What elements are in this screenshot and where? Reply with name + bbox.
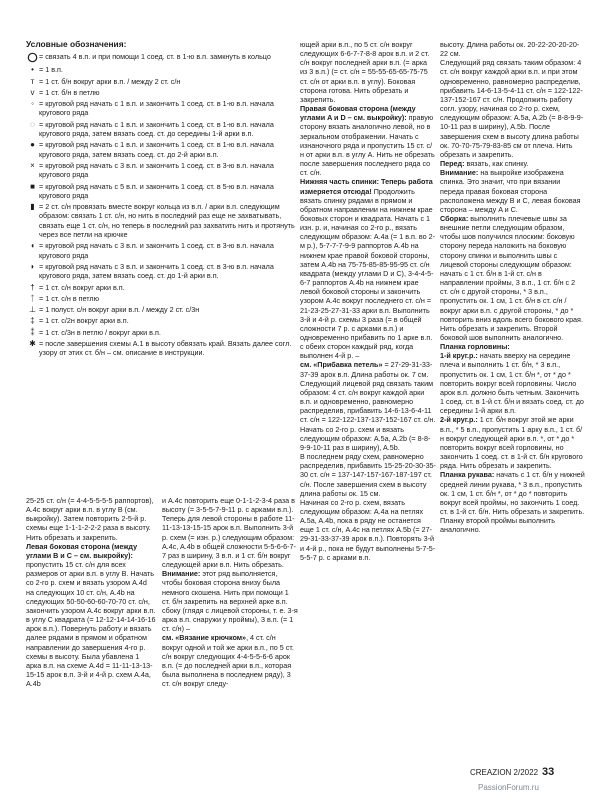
paragraph [26, 496, 156, 542]
paragraph [162, 633, 298, 688]
text-column-3 [26, 496, 156, 688]
legend-symbol: ◖ [30, 241, 35, 251]
legend-symbol: т [30, 76, 35, 86]
legend-description: = связать 4 в.п. и при помощи 1 соед. ст. в 1-ю в.п. замкнуть в кольцо [39, 52, 271, 62]
legend-row [26, 262, 298, 281]
legend-symbol: v [30, 87, 35, 97]
paragraph [440, 342, 585, 351]
paragraph-text: Продолжить вязать спинку рядами в прямом и обратном направлении на нижнем крае боковых сторон и квадрата. Начать с 1 изн. р. и, начиная со 2-го р., вязать следующим образом: А.4а (= 1 в.п. во 2-м р.), 5-7-7-7-9-9 раппортов A.4b на нижнем крае правой боковой стороны, затем A.4b на 75-75-85-85-95-95 ст. с/н квадрата (между углами D и C), 3-4-4-5-6-7 раппортов A.4b на нижнем крае левой боковой стороны и закончить узором A.4c вокруг последнего ст. с/н = 21-23-25-27-31-33 арки в.п. Выполнить 3-й и 4-й р. схемы 3 раза (= в общей сложности 7 р. с арками в.п.) и одновременно прибавить по 1 арке в.п. с обеих сторон каждый ряд, когда выполнен 4-й р. – [300, 186, 436, 361]
legend-description: = круговой ряд начать с 3 в.п. и закончить 1 соед. ст. в 3-ю в.п. начала кругового ряда, затем вязать соед. ст. до 1-й арки в.п. [39, 261, 274, 281]
legend-row [26, 88, 298, 97]
paragraph [300, 379, 436, 452]
legend-description: = 1 ст. с/3н в петлю / вокруг арки в.п. [39, 327, 161, 337]
paragraph [440, 58, 585, 159]
legend-row [26, 328, 298, 337]
paragraph [440, 168, 585, 214]
legend-list [26, 52, 298, 357]
paragraph [300, 40, 436, 104]
legend-symbol: ᛏ [30, 293, 35, 303]
legend-symbol: × [30, 160, 35, 170]
paragraph-heading: Левая боковая сторона (между углами B и C – см. выкройку): [26, 541, 138, 560]
legend-row [26, 120, 298, 139]
legend-symbol: ⊥ [29, 305, 36, 315]
legend-row [26, 283, 298, 292]
legend-symbol: ◦ [31, 99, 34, 109]
text-column-2 [440, 40, 585, 534]
paragraph [440, 470, 585, 534]
legend-description: = 1 ст. с/2н вокруг арки в.п. [39, 316, 129, 326]
paragraph [162, 569, 298, 633]
legend-row [26, 305, 298, 314]
legend-description: = круговой ряд начать с 3 в.п. и закончить 1 соед. ст. в 3-ю в.п. начала кругового ряда [39, 160, 274, 180]
legend-row [26, 161, 298, 180]
legend-title: Условные обозначения: [26, 39, 127, 49]
legend-description: = после завершения схемы А.1 в высоту обвязать край. Вязать далее согл. узору от этих ст. б/н – см. описание в инструкции. [39, 339, 292, 358]
legend-description: = круговой ряд начать с 1 в.п. и закончить 1 соед. ст. в 1-ю в.п. начала кругового ряда [39, 99, 274, 118]
paragraph-text: начать вверху на середине плеча и выполнить 1 ст. б/н, * 3 в.п., пропустить ок. 1 см, 1 ст. б/н *, от * до * повторить вокруг всей горловины. Число арок в.п. должно быть четным. Закончить 1 соед. ст. в 1-й ст. б/н и вязать соед. ст. до середины 1-й арки в.п. [440, 351, 584, 416]
legend-description: = круговой ряд начать с 5 в.п. и закончить 1 соед. ст. в 5-ю в.п. начала кругового ряда [39, 181, 274, 200]
paragraph-heading: см. «Прибавка петель» [300, 360, 383, 370]
paragraph-text: вязать, как спинку. [464, 159, 529, 169]
paragraph-text: Следующий ряд связать таким образом: 4 ст. с/н вокруг каждой арки в.п. и при этом одновременно, равномерно распределив, прибавить 14-6-13-5-4-11 ст. с/н = 122-122-137-152-167 ст. с/н. Продолжить работу согл. узору, начиная со 2-го р. схем, следующим образом: A.5a, A.2b (= 8-8-9-9-10-11 раз в ширину), A.5b. После завершения схем в высоту длина работы ок. 70-70-75-79-83-85 см от плеча. Нить обрезать и закрепить. [440, 58, 584, 159]
legend-row [26, 77, 298, 86]
legend [26, 40, 298, 360]
legend-row [26, 52, 298, 63]
paragraph-text: правую сторону вязать аналогично левой, но в зеркальном отображении. Начать с изнаночного ряда и пропустить 15 ст. с/н от арки в.п. в углу А. Нить не обрезать после завершения последнего ряда со ст. с/н. [300, 113, 435, 178]
paragraph-text: этот ряд выполняется, чтобы боковая сторона внизу была немного скошена. Нить при помощи 1 ст. б/н закрепить на верхней арке в.п. сбоку (глядя с лицевой стороны, т. е. 3-я арка в.п. снаружи у проймы), 3 в.п. (= 1 ст. с/н) – [162, 569, 298, 634]
paragraph-text: ющей арки в.п., по 5 ст. с/н вокруг следующих 6-6-7-7-8-8 арок в.п. и 2 ст. с/н вокруг последней арки в.п. (= арка из 3 в.п.) (= ст. с/н = 55-55-65-65-75-75 ст. с/н от арки в.п. в углу). Боковая сторона готова. Нить обрезать и закрепить. [300, 40, 430, 104]
paragraph [440, 214, 585, 342]
ring-icon [26, 52, 39, 63]
paragraph-text: 1 ст. б/н вокруг этой же арки в.п., * 5 в.п., пропустить 1 арку в.п., 1 ст. б/н вокруг следующей арки в.п. *, от * до * повторить вокруг всей горловины, но закончить 1 соед. ст. в 1-й ст. б/н кругового ряда. Нить обрезать и закрепить. [440, 415, 583, 471]
legend-description: = 1 полуст. с/н вокруг арки в.п. / между 2 ст. с/3н [39, 305, 200, 315]
paragraph [440, 159, 585, 168]
paragraph-heading: Правая боковая сторона (между углами A и D – см. выкройку): [300, 104, 416, 123]
text-column-1 [300, 40, 436, 562]
paragraph-heading: Внимание: [162, 569, 201, 579]
legend-symbol: ● [30, 140, 35, 150]
paragraph-heading: Внимание: [440, 168, 479, 178]
paragraph-text: В последнем ряду схем, равномерно распределив, прибавить 15-25-20-30-35-30 ст. с/н = 137-147-157-167-187-197 ст. с/н. После завершения схем в высоту длина работы ок. 15 см. [300, 452, 436, 498]
paragraph [300, 177, 436, 360]
paragraph [440, 415, 585, 470]
paragraph-heading: Перед: [440, 159, 465, 169]
watermark: PassionForum.ru [478, 783, 539, 792]
legend-row [26, 202, 298, 239]
legend-symbol: ‡ [30, 316, 35, 326]
paragraph-heading: Сборка: [440, 213, 469, 223]
paragraph [300, 360, 436, 378]
legend-symbol: ■ [30, 181, 35, 191]
paragraph [440, 351, 585, 415]
legend-row [26, 182, 298, 201]
legend-description: = круговой ряд начать с 1 в.п. и закончить 1 соед. ст. в 1-ю в.п. начала кругового ряда, затем вязать соед. ст. до 2-й арки в.п. [39, 140, 274, 159]
page-number: 33 [542, 766, 555, 778]
paragraph [26, 542, 156, 689]
paragraph-text: высоту. Длина работы ок. 20-22-20-20-20-22 см. [440, 40, 580, 59]
legend-description: = 1 ст. с/н вокруг арки в.п. [39, 282, 125, 292]
paragraph-text: Следующий лицевой ряд связать таким образом: 4 ст. с/н вокруг каждой арки в.п. и одновременно, равномерно распределив, прибавить 14-6-13-6-4-11 ст. с/н = 122-122-137-137-152-167 ст. с/н. Начать со 2-го р. схем и вязать следующим образом: A.5a, A.2b (= 8-8-9-9-10-11 раз в ширину), A.5b. [300, 378, 436, 452]
legend-description: = круговой ряд начать с 3 в.п. и закончить 1 соед. ст. в 3-ю в.п. начала кругового ряда [39, 241, 274, 260]
legend-symbol: ◗ [30, 261, 35, 271]
legend-row [26, 294, 298, 303]
legend-symbol: ◌ [30, 119, 35, 129]
legend-row [26, 316, 298, 325]
paragraph-text: , 4 ст. с/н вокруг одной и той же арки в.п., по 5 ст. с/н вокруг следующих 4-4-5-5-6-6 арок в.п. (= до последней арки в.п., которая была выполнена в последнем ряду), 3 ст. с/н вокруг следу- [162, 633, 294, 689]
paragraph-text: 25-25 ст. с/н (= 4-4-5-5-5-5 раппортов), A.4c вокруг арки в.п. в углу B (см. выкройку). Затем повторить 2-5-й р. схемы еще 1-1-1-2-2-2 раза в высоту. Нить обрезать и закрепить. [26, 496, 154, 542]
legend-row [26, 241, 298, 260]
legend-description: = 1 ст. с/н в петлю [39, 293, 100, 303]
page-footer [470, 767, 554, 778]
legend-row [26, 65, 298, 74]
legend-description: = 2 ст. с/н провязать вместе вокруг кольца из в.п. / арки в.п. следующим образом: связать 1 ст. с/н, но нить в последний раз еще не захватывать, связать еще 1 ст. с/н, но теперь в последний раз захватить нить и протянуть через все петли на крючке [39, 202, 295, 240]
legend-row [26, 339, 298, 358]
paragraph-heading: 2-й круг.р.: [440, 415, 478, 425]
paragraph-text: Начиная со 2-го р. схем, вязать следующим образом: A.4a на петлях A.5a, A.4b, пока в ряду не останется еще 1 ст. с/н, A.4c на петлях A.5b (= 27-29-31-33-37-39 арок в.п.). Повторять 3-й и 4-й р., пока не будут выполнены 5-7-5-5-5-7 р. с арками в.п. [300, 497, 436, 562]
text-column-4 [162, 496, 298, 688]
paragraph [300, 452, 436, 498]
paragraph-heading: см. «Вязание крючком» [162, 633, 247, 643]
paragraph-heading: Нижняя часть спинки: Теперь работа измеряется отсюда! [300, 177, 433, 196]
paragraph [440, 40, 585, 58]
legend-row [26, 140, 298, 159]
legend-symbol: ▮ [30, 202, 35, 212]
legend-description: = 1 ст. б/н в петлю [39, 87, 100, 97]
legend-symbol: ⁑ [30, 327, 35, 337]
paragraph-text: начать с 1 ст. б/н у нижней средней линии рукава, * 3 в.п., пропустить ок. 1 см, 1 ст. б/н *, от * до * повторить вокруг всей проймы, но закончить 1 соед. ст. в 1-й ст. б/н. Нить обрезать и закрепить. Планку второй проймы выполнить аналогично. [440, 470, 585, 535]
legend-symbol: † [30, 282, 35, 292]
legend-description: = круговой ряд начать с 1 в.п. и закончить 1 соед. ст. в 1-ю в.п. начала кругового ряда, затем вязать соед. ст. до середины 1-й арки в.п. [39, 119, 274, 139]
legend-row [26, 99, 298, 118]
paragraph-text: выполнить плечевые швы за внешние петли следующим образом, чтобы шов получился плоским: боковую сторону переда наложить на боковую сторону спинки и выполнить швы с лицевой стороны следующим образом: начать с 1 ст. б/н в 1-й ст. с/н в направлении проймы, 3 в.п., 1 ст. б/н с 2 ст. с/н с другой стороны, * 3 в.п., пропустить ок. 1 см, 1 ст. б/н в ст. с/н / вокруг арки в.п. с другой стороны, * до * повторить вниз вдоль всего бокового края. Нить обрезать и закрепить. Второй боковой шов выполнить аналогично. [440, 213, 583, 342]
paragraph-text: на выкройке изображена спинка. Это значит, что при вязании переда правая боковая сторона расположена между B и C, левая боковая сторона – между A и C. [440, 168, 581, 214]
paragraph-text: и A.4c повторить еще 0-1-1-2-3-4 раза в высоту (= 3-5-5-7-9-11 р. с арками в.п.). Теперь для левой стороны в работе 11-11-13-13-15-15 арок в.п. Выполнить 3-й р. схем (= изн. р.) следующим образом: A.4c, A.4b в общей сложности 5-5-6-6-7-7 раз в ширину, 3 в.п. и 1 ст. б/н вокруг следующей арки в.п. Нить обрезать. [162, 496, 296, 570]
paragraph-heading: 1-й круг.р.: [440, 351, 478, 361]
legend-symbol: ✱ [29, 339, 36, 349]
paragraph [300, 104, 436, 177]
paragraph-text: пропустить 15 ст. с/н для всех размеров от арки в.п. в углу B. Начать со 2-го р. схем и вязать узором A.4d на следующих 10 ст. с/н, A.4b на следующих 50-50-60-60-70-70 ст. с/н, закончить узором A.4c вокруг арки в.п. в углу C квадрата (= 12-12-14-14-16-16 арок в.п.). Повернуть работу и вязать далее рядами в прямом и обратном направлении до завершения 4-го р. схемы в высоту. Была убавлена 1 арка в.п. на схеме A.4d = 11-11-13-13-15-15 арок в.п. 3-й и 4-й р. схем A.4a, A.4b [26, 560, 156, 689]
paragraph-text: = 27-29-31-33-37-39 арок в.п. Длина работы ок. 7 см. [300, 360, 433, 379]
magazine-name: CREAZION 2/2022 [470, 768, 539, 777]
paragraph-heading: Планка горловины: [440, 342, 510, 352]
legend-symbol: • [31, 65, 34, 75]
legend-description: = 1 ст. б/н вокруг арки в.п. / между 2 ст. с/н [39, 76, 181, 86]
legend-description: = 1 в.п. [39, 65, 63, 75]
paragraph-heading: Планка рукава: [440, 470, 495, 480]
paragraph [162, 496, 298, 569]
paragraph [300, 498, 436, 562]
